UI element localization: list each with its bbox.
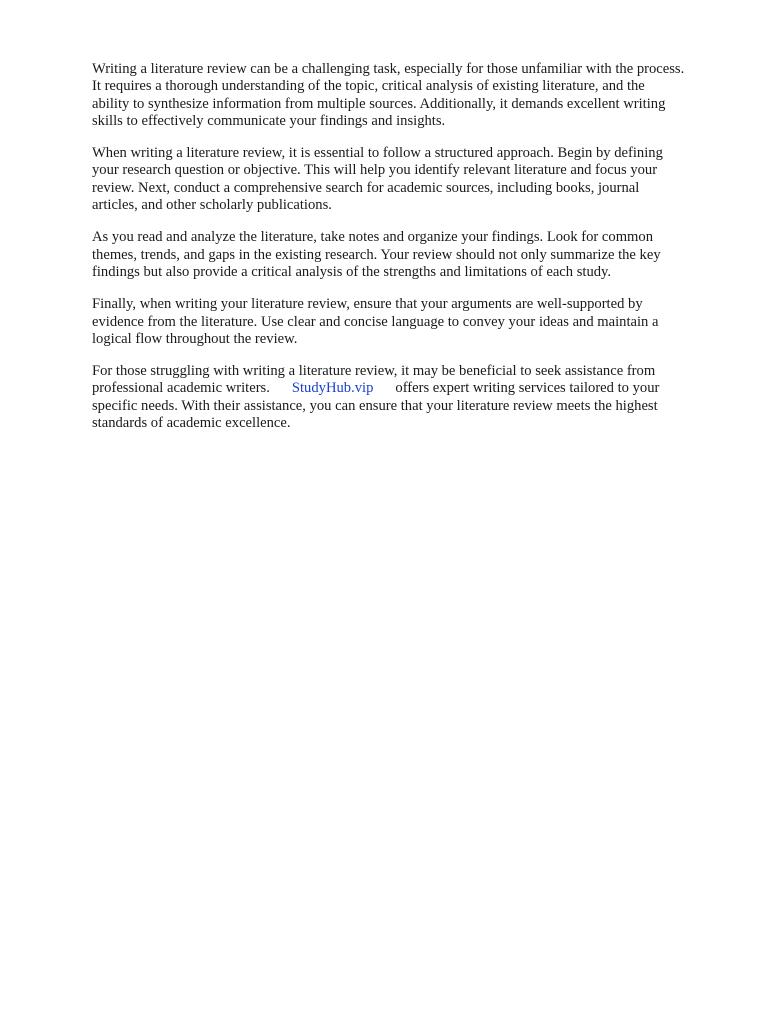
text-before-link: professional academic writers. [92, 380, 270, 397]
paragraph-analysis [92, 229, 732, 281]
text-line: logical flow throughout the review. [92, 330, 298, 347]
paragraph-assistance [92, 363, 732, 432]
text-line: specific needs. With their assistance, you can ensure that your literature review meets the highest [92, 397, 658, 414]
paragraph-intro [92, 61, 732, 130]
text-line: standards of academic excellence. [92, 415, 291, 432]
text-line: For those struggling with writing a literature review, it may be beneficial to seek assistance from [92, 363, 656, 380]
text-line: evidence from the literature. Use clear and concise language to convey your ideas and maintain a [92, 313, 659, 330]
text-after-link: offers expert writing services tailored to your [395, 380, 660, 397]
text-line: findings but also provide a critical analysis of the strengths and limitations of each study. [92, 263, 612, 280]
text-line: your research question or objective. This will help you identify relevant literature and focus your [92, 162, 658, 179]
paragraph-approach [92, 145, 732, 214]
text-line: As you read and analyze the literature, take notes and organize your findings. Look for common [92, 229, 654, 246]
text-line: articles, and other scholarly publications. [92, 197, 332, 214]
document-body [92, 61, 732, 432]
text-line: themes, trends, and gaps in the existing research. Your review should not only summarize the key [92, 246, 661, 263]
text-line: Finally, when writing your literature review, ensure that your arguments are well-supported by [92, 296, 643, 313]
text-line: ability to synthesize information from multiple sources. Additionally, it demands excellent writing [92, 95, 666, 112]
text-line-with-link [92, 380, 732, 397]
studyhub-link[interactable]: StudyHub.vip [291, 380, 374, 397]
text-line: Writing a literature review can be a challenging task, especially for those unfamiliar with the process. [92, 61, 685, 77]
text-line: When writing a literature review, it is essential to follow a structured approach. Begin by defining [92, 145, 663, 162]
text-line: review. Next, conduct a comprehensive search for academic sources, including books, journal [92, 179, 640, 196]
paragraph-arguments [92, 296, 732, 348]
text-line: It requires a thorough understanding of the topic, critical analysis of existing literature, and the [92, 78, 645, 95]
text-line: skills to effectively communicate your findings and insights. [92, 112, 446, 129]
